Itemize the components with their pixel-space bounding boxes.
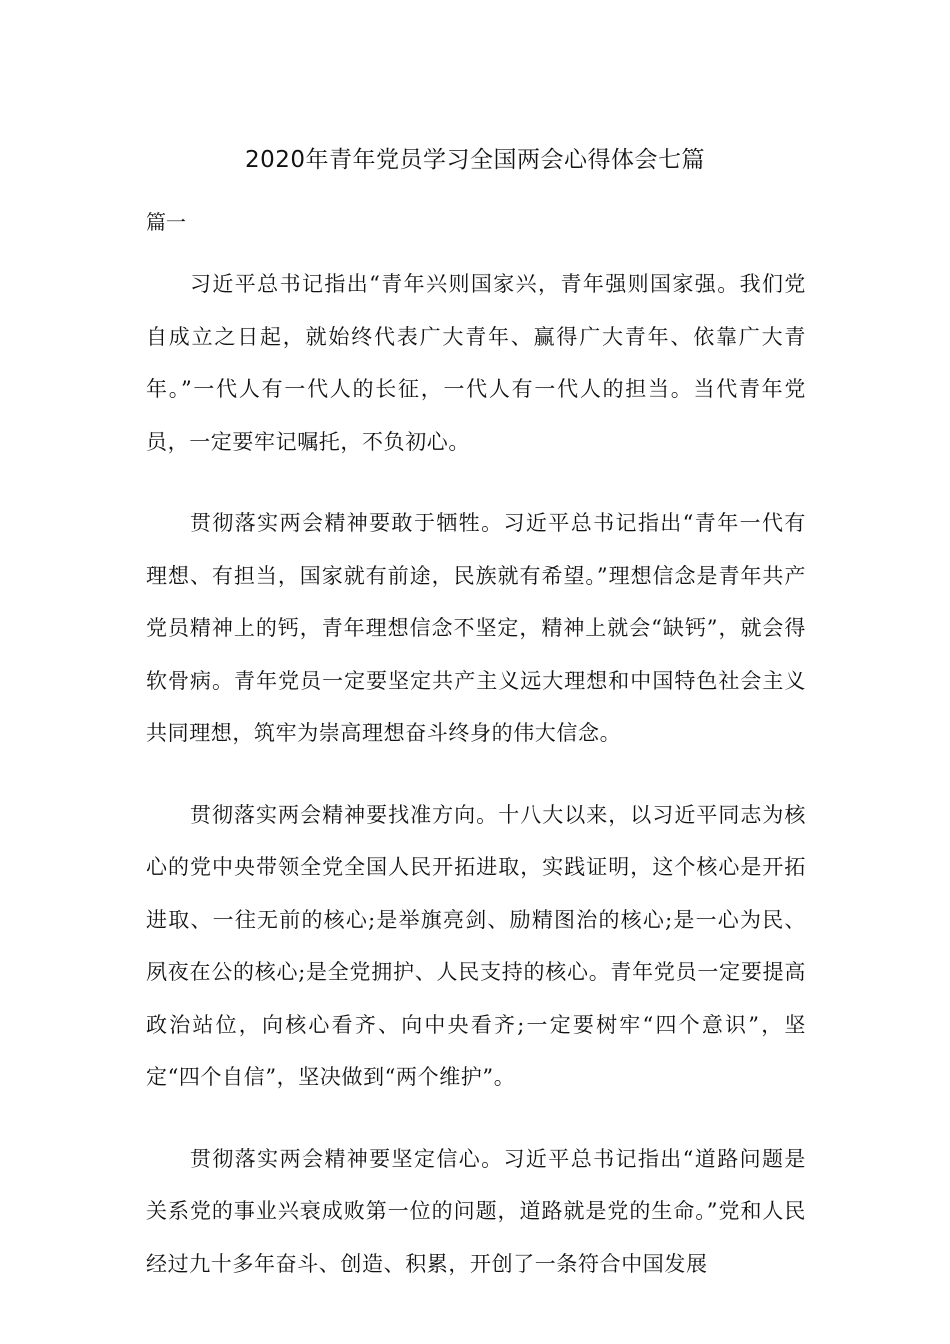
paragraph-1: 习近平总书记指出“青年兴则国家兴，青年强则国家强。我们党自成立之日起，就始终代表广大青年、赢得广大青年、依靠广大青年。”一代人有一代人的长征，一代人有一代人的担当。当代青年党员，一定要牢记嘱托，不负初心。	[146, 272, 806, 454]
paragraph-4: 贯彻落实两会精神要坚定信心。习近平总书记指出“道路问题是关系党的事业兴衰成败第一位的问题，道路就是党的生命。”党和人民经过九十多年奋斗、创造、积累，开创了一条符合中国发展	[146, 1146, 806, 1276]
paragraph-3: 贯彻落实两会精神要找准方向。十八大以来，以习近平同志为核心的党中央带领全党全国人民开拓进取，实践证明，这个核心是开拓进取、一往无前的核心;是举旗亮剑、励精图治的核心;是一心为民、夙夜在公的核心;是全党拥护、人民支持的核心。青年党员一定要提高政治站位，向核心看齐、向中央看齐;一定要树牢“四个意识”，坚定“四个自信”，坚决做到“两个维护”。	[146, 802, 806, 1089]
section-label: 篇一	[146, 210, 186, 234]
document-title: 2020年青年党员学习全国两会心得体会七篇	[244, 147, 706, 173]
paragraph-2: 贯彻落实两会精神要敢于牺牲。习近平总书记指出“青年一代有理想、有担当，国家就有前途，民族就有希望。”理想信念是青年共产党员精神上的钙，青年理想信念不坚定，精神上就会“缺钙”，就会得软骨病。青年党员一定要坚定共产主义远大理想和中国特色社会主义共同理想，筑牢为崇高理想奋斗终身的伟大信念。	[146, 511, 806, 745]
document-body	[146, 258, 806, 1319]
